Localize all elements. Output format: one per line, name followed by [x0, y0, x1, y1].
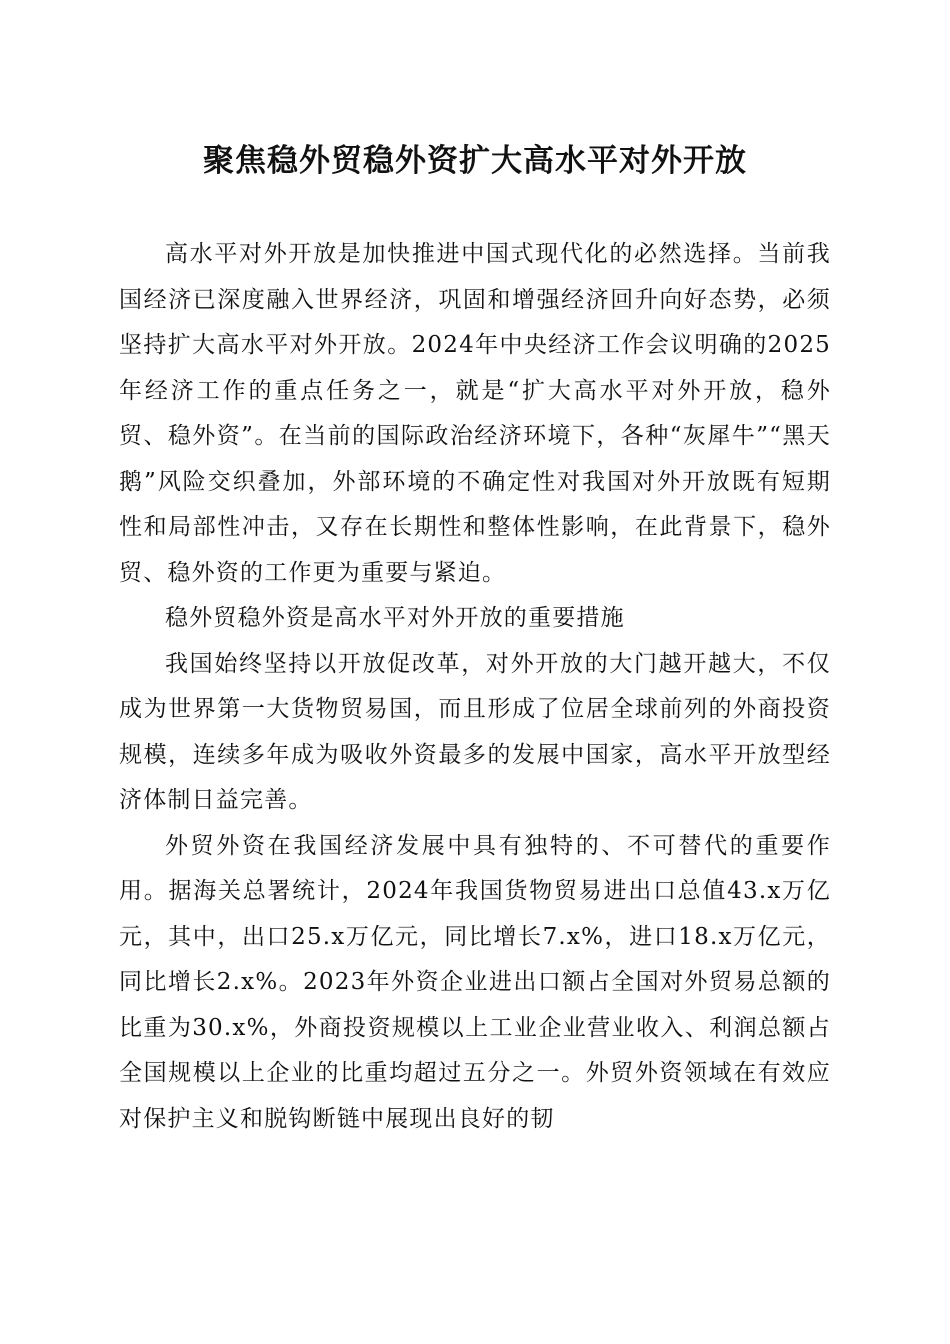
document-title: 聚焦稳外贸稳外资扩大高水平对外开放 — [203, 143, 747, 179]
paragraph-opening-up: 我国始终坚持以开放促改革，对外开放的大门越开越大，不仅成为世界第一大货物贸易国，而且形成了位居全球前列的外商投资规模，连续多年成为吸收外资最多的发展中国家，高水平开放型经济体制日益完善。 — [119, 650, 831, 813]
section-heading: 稳外贸稳外资是高水平对外开放的重要措施 — [165, 605, 625, 631]
paragraph-intro: 高水平对外开放是加快推进中国式现代化的必然选择。当前我国经济已深度融入世界经济，巩固和增强经济回升向好态势，必须坚持扩大高水平对外开放。2024年中央经济工作会议明确的2025年经济工作的重点任务之一，就是“扩大高水平对外开放，稳外贸、稳外资”。在当前的国际政治经济环境下，各种“灰犀牛”“黑天鹅”风险交织叠加，外部环境的不确定性对我国对外开放既有短期性和局部性冲击，又存在长期性和整体性影响，在此背景下，稳外贸、稳外资的工作更为重要与紧迫。 — [119, 241, 831, 586]
paragraph-trade-statistics: 外贸外资在我国经济发展中具有独特的、不可替代的重要作用。据海关总署统计，2024年我国货物贸易进出口总值43.x万亿元，其中，出口25.x万亿元，同比增长7.x%，进口18.x万亿元，同比增长2.x%。2023年外资企业进出口额占全国对外贸易总额的比重为30.x%，外商投资规模以上工业企业营业收入、利润总额占全国规模以上企业的比重均超过五分之一。外贸外资领域在有效应对保护主义和脱钩断链中展现出良好的韧 — [119, 832, 831, 1132]
document-body — [119, 232, 831, 1142]
